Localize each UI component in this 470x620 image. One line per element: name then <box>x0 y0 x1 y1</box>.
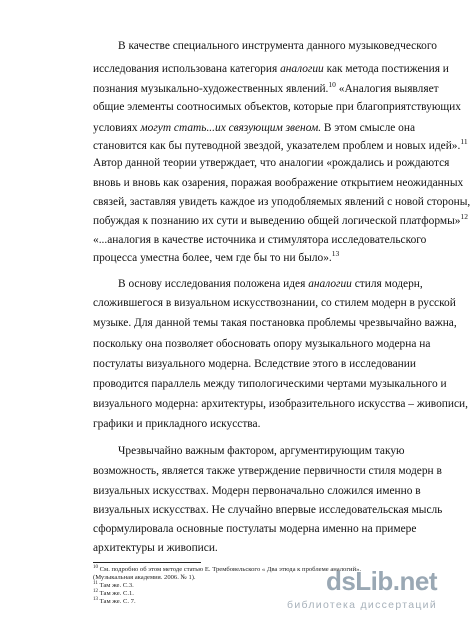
footnote-ref: 13 <box>331 249 340 259</box>
body-line: музыке. Для данной темы такая постановка проблемы чрезвычайно важна, <box>93 317 457 329</box>
emphasis-term: аналогии <box>308 278 352 290</box>
footnote-10-continued: (Музыкальная академия. 2006. № 1). <box>93 574 196 581</box>
footnote-ref: 10 <box>328 80 336 90</box>
watermark-tagline: библиотека диссертаций <box>287 599 437 611</box>
body-line: исследования использована категория аналогии как метода постижения и <box>93 63 449 75</box>
body-line: общие элементы соотносимых объектов, которые при благоприятствующих <box>93 101 461 113</box>
body-line: процесса уместна более, чем где бы то ни было».$^{13}$ <box>93 249 340 264</box>
body-line: визуальных искусствах. Модерн первоначально сложился именно в <box>93 485 421 497</box>
footnote-ref: 11 <box>460 137 468 147</box>
footnote-11: $^{11}$ Там же. С.3. <box>93 580 134 589</box>
body-line: графики и прикладного искусства. <box>93 418 261 430</box>
body-line: проводится параллель между типологическими чертами музыкального и <box>93 378 447 390</box>
footnote-12: $^{12}$ Там же. С.1. <box>93 588 134 597</box>
body-line: сложившегося в визуальном искусствознании, со стилем модерн в русской <box>93 297 456 309</box>
body-line: постулаты визуального модерна. Вследствие этого в исследовании <box>93 358 416 370</box>
body-line: сформулировала основные постулаты модерна именно на примере <box>93 523 417 535</box>
body-line: условиях могут стать...их связующим звеном. В этом смысле она <box>93 122 416 134</box>
body-line: связей, заставляя увидеть каждое из уподобляемых явлений с новой стороны, <box>93 196 470 208</box>
watermark-logo: dsLib.net <box>325 566 437 596</box>
footnote-ref: 12 <box>460 212 468 222</box>
body-line: становится как бы путеводной звездой, указателем проблем и новых идей».$^{11}$ <box>93 137 468 152</box>
body-line: В качестве специального инструмента данного музыковедческого <box>118 40 437 52</box>
footnote-10: $^{10}$ См. подробно об этом методе статью Е. Трембовельского « Два этюда к проблеме аналогий». <box>93 564 362 573</box>
emphasis-term: аналогии <box>280 63 324 75</box>
body-line: «...аналогия в качестве источника и стимулятора исследовательского <box>93 234 427 246</box>
body-line: визуального модерна: архитектуры, изобразительного искусства – живописи, <box>93 398 468 410</box>
body-line: поскольку она позволяет обосновать опору музыкального модерна на <box>93 338 431 350</box>
body-line: возможность, является также утверждение первичности стиля модерн в <box>93 465 442 477</box>
footnote-13: $^{13}$ Там же. С. 7. <box>93 596 136 605</box>
body-line: В основу исследования положена идея аналогии стиля модерн, <box>118 278 423 290</box>
body-line: Чрезвычайно важным фактором, аргументирующим такую <box>118 445 405 457</box>
emphasis-phrase: могут стать...их связующим звеном. <box>140 122 322 134</box>
body-line: вновь и вновь как озарения, поражая воображение открытием неожиданных <box>93 177 464 189</box>
footnote-separator <box>93 562 201 563</box>
watermark <box>268 566 443 616</box>
body-line: познания музыкально-художественных явлений.$^{10}$ «Аналогия выявляет <box>93 80 439 95</box>
body-line: визуальных искусствах. Не случайно впервые исследовательская мысль <box>93 504 443 516</box>
body-line: Автор данной теории утверждает, что аналогии «рождались и рождаются <box>93 157 450 169</box>
body-line: архитектуры и живописи. <box>93 542 218 554</box>
body-line: побуждая к познанию их сути и выведению общей логической платформы»$^{12}$ <box>93 212 468 227</box>
